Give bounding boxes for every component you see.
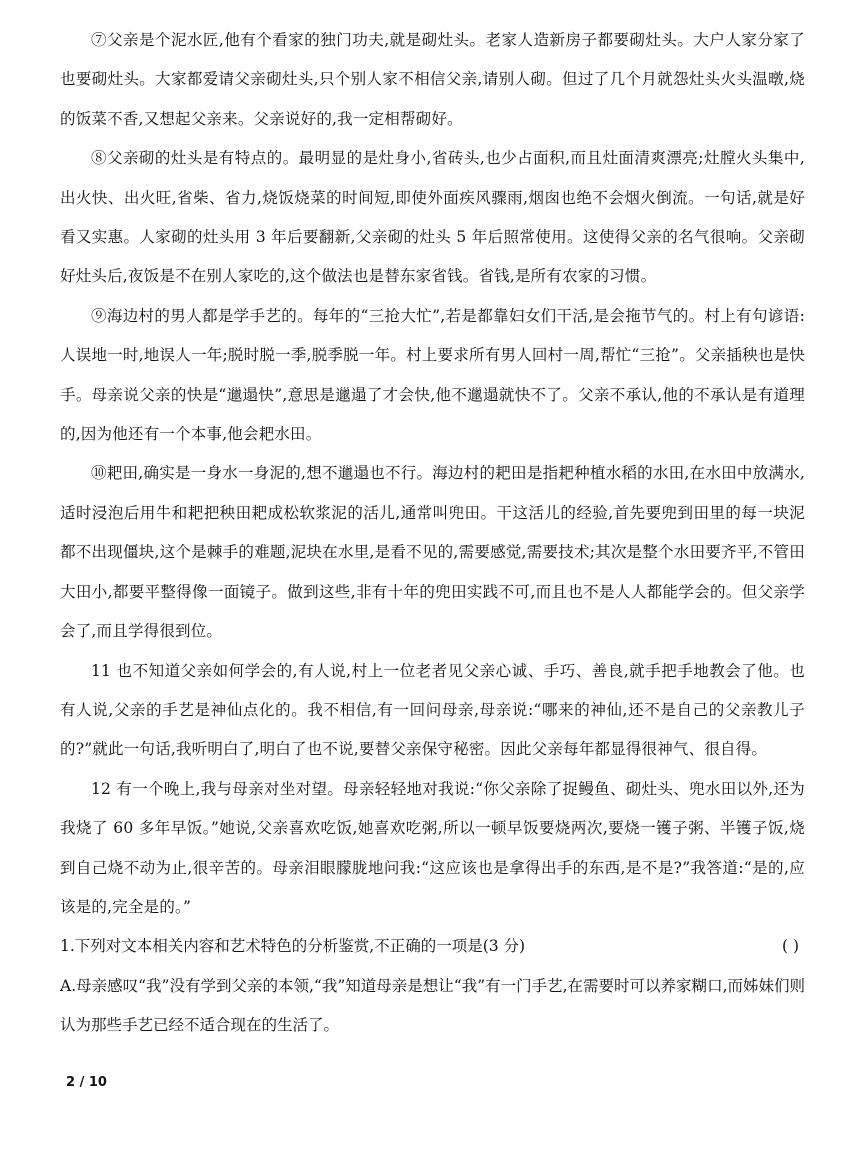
paragraph-12: 12 有一个晚上,我与母亲对坐对望。母亲轻轻地对我说:“你父亲除了捉鳗鱼、砌灶头、兜水田以外,还为我烧了 60 多年早饭。”她说,父亲喜欢吃饭,她喜欢吃粥,所以一顿早饭要烧两次,要烧一镬子粥、半镬子饭,烧到自己烧不动为止,很辛苦的。母亲泪眼朦胧地问我:“这应该也是拿得出手的东西,是不是?”我答道:“是的,应该是的,完全是的。” (60, 779, 805, 916)
paragraph-11: 11 也不知道父亲如何学会的,有人说,村上一位老者见父亲心诚、手巧、善良,就手把手地教会了他。也有人说,父亲的手艺是神仙点化的。我不相信,有一回问母亲,母亲说:“哪来的神仙,还不是自己的父亲教儿子的?”就此一句话,我听明白了,明白了也不说,要替父亲保守秘密。因此父亲每年都显得很神气、很自得。 (60, 661, 805, 759)
answer-blank: ( ) (781, 937, 799, 956)
question-1 (60, 927, 805, 966)
option-a: A.母亲感叹“我”没有学到父亲的本领,“我”知道母亲是想让“我”有一门手艺,在需要时可以养家糊口,而姊妹们则认为那些手艺已经不适合现在的生活了。 (60, 976, 805, 1035)
question-text: 1.下列对文本相关内容和艺术特色的分析鉴赏,不正确的一项是(3 分) (60, 937, 526, 956)
paragraph-8: ⑧父亲砌的灶头是有特点的。最明显的是灶身小,省砖头,也少占面积,而且灶面清爽漂亮;灶膛火头集中,出火快、出火旺,省柴、省力,烧饭烧菜的时间短,即使外面疾风骤雨,烟囱也绝不会烟火倒流。一句话,就是好看又实惠。人家砌的灶头用 3 年后要翻新,父亲砌的灶头 5 年后照常使用。这使得父亲的名气很响。父亲砌好灶头后,夜饭是不在别人家吃的,这个做法也是替东家省钱。省钱,是所有农家的习惯。 (60, 149, 805, 286)
paragraph-9: ⑨海边村的男人都是学手艺的。每年的“三抢大忙”,若是都靠妇女们干活,是会拖节气的。村上有句谚语:人误地一时,地误人一年;脱时脱一季,脱季脱一年。村上要求所有男人回村一周,帮忙“三抢”。父亲插秧也是快手。母亲说父亲的快是“邋遢快”,意思是邋遢了才会快,他不邋遢就快不了。父亲不承认,他的不承认是有道理的,因为他还有一个本事,他会耙水田。 (60, 306, 805, 444)
page-number: 2 / 10 (66, 1075, 107, 1090)
article-body (60, 21, 805, 1046)
paragraph-10: ⑩耙田,确实是一身水一身泥的,想不邋遢也不行。海边村的耙田是指耙种植水稻的水田,在水田中放满水,适时浸泡后用牛和耙把秧田耙成松软浆泥的活儿,通常叫兜田。干这活儿的经验,首先要兜到田里的每一块泥都不出现僵块,这个是棘手的难题,泥块在水里,是看不见的,需要感觉,需要技术;其次是整个水田要齐平,不管田大田小,都要平整得像一面镜子。做到这些,非有十年的兜田实践不可,而且也不是人人都能学会的。但父亲学会了,而且学得很到位。 (60, 464, 805, 641)
paragraph-7: ⑦父亲是个泥水匠,他有个看家的独门功夫,就是砌灶头。老家人造新房子都要砌灶头。大户人家分家了也要砌灶头。大家都爱请父亲砌灶头,只个别人家不相信父亲,请别人砌。但过了几个月就怨灶头火头温暾,烧的饭菜不香,又想起父亲来。父亲说好的,我一定相帮砌好。 (60, 31, 805, 128)
